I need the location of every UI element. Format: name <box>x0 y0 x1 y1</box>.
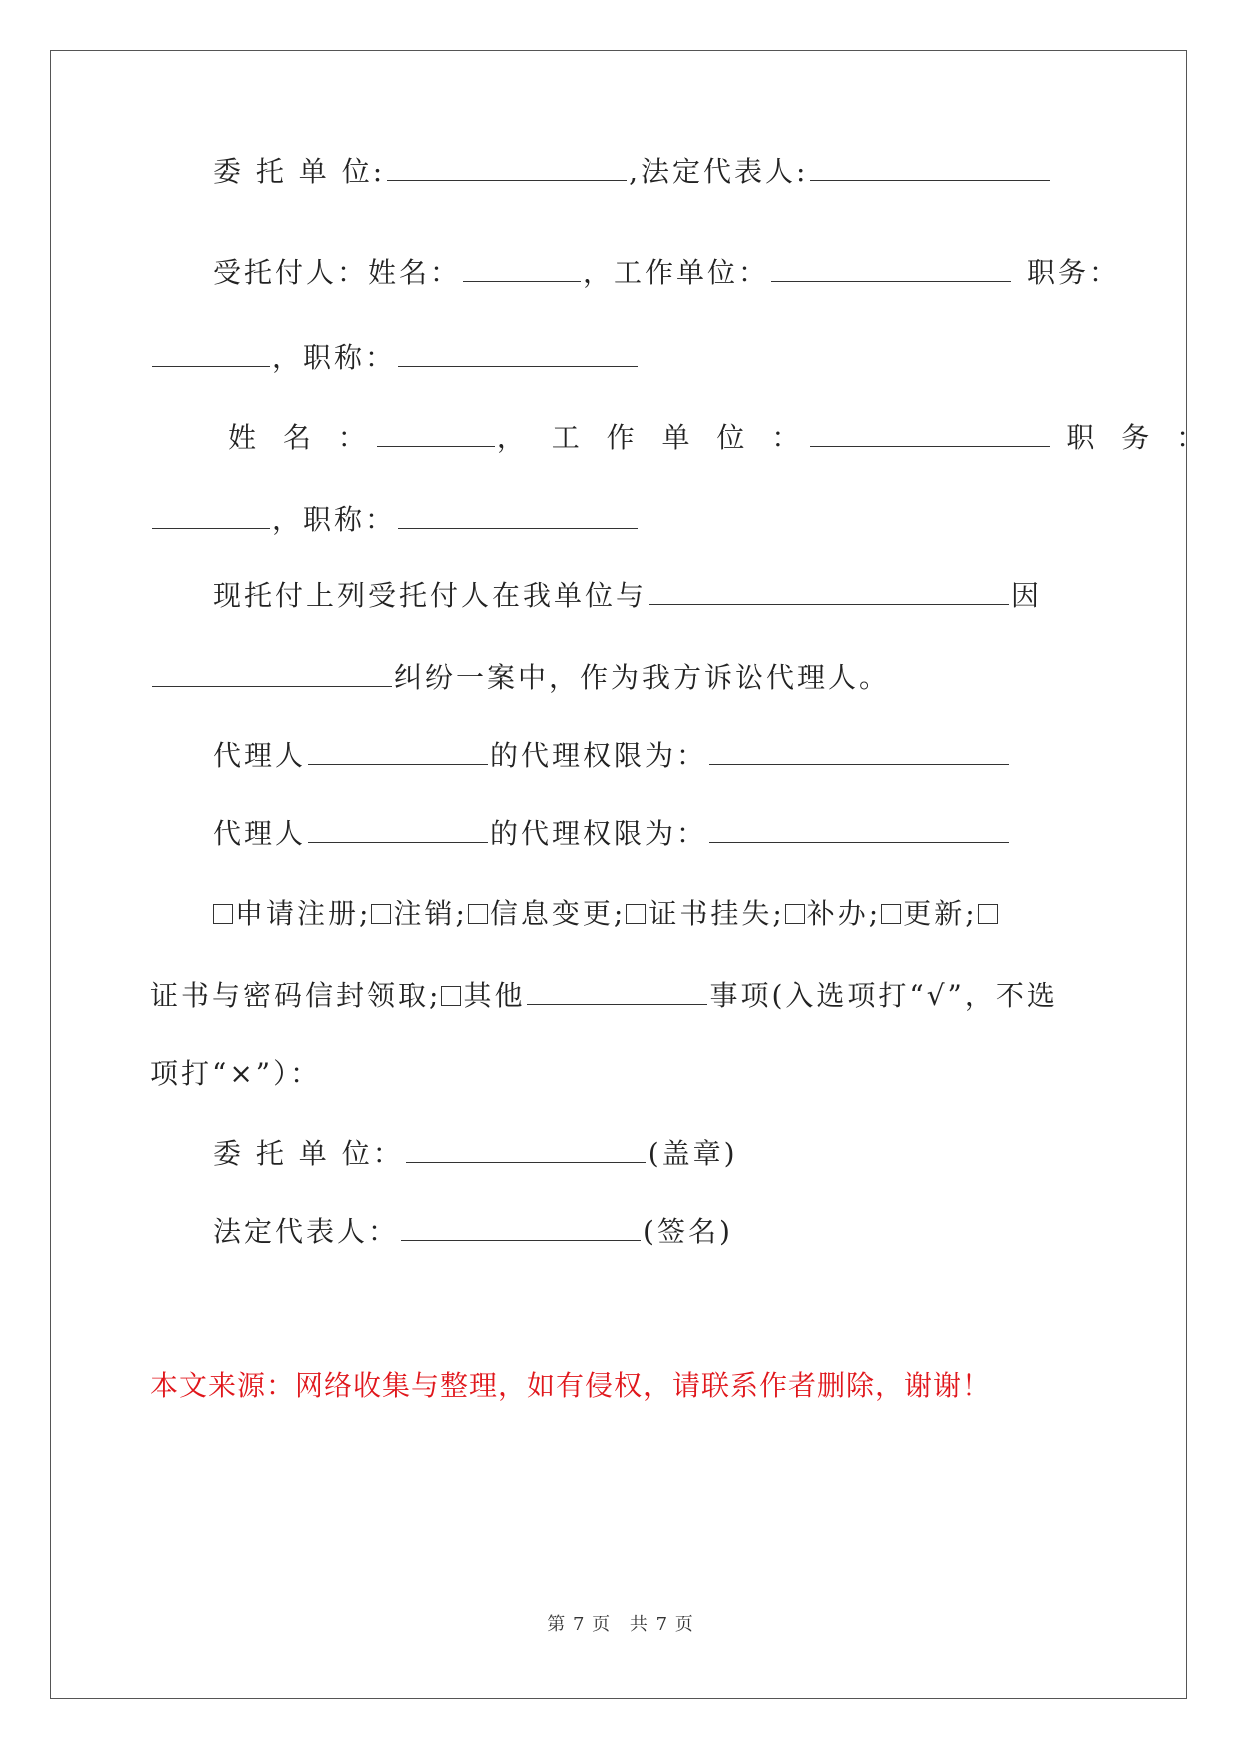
line-seal: 委 托 单 位： (盖章) <box>213 1137 738 1170</box>
checkbox-cert-envelope[interactable] <box>978 904 998 924</box>
blank-rank-1[interactable] <box>398 340 638 367</box>
line-options: 申请注册; 注销; 信息变更; 证书挂失; 补办; 更新; <box>213 894 1000 934</box>
checkbox-reissue[interactable] <box>785 904 805 924</box>
blank-counterparty[interactable] <box>649 578 1009 605</box>
source-note: 本文来源：网络收集与整理，如有侵权，请联系作者删除，谢谢！ <box>150 1369 992 1402</box>
blank-seal-unit[interactable] <box>406 1136 646 1163</box>
line-entrusting-unit: 委 托 单 位: ,法定代表人: <box>213 152 1052 192</box>
line-dispute: 纠纷一案中，作为我方诉讼代理人。 <box>150 658 890 698</box>
blank-agent-1[interactable] <box>308 738 488 765</box>
blank-workplace-2[interactable] <box>810 420 1050 447</box>
blank-name-2[interactable] <box>377 420 495 447</box>
line-trustee-2: 姓 名 ： ， 工 作 单 位 ： 职 务 ： <box>228 421 1214 454</box>
blank-agent-2[interactable] <box>308 816 488 843</box>
blank-authority-1[interactable] <box>709 738 1009 765</box>
checkbox-cert-loss[interactable] <box>626 904 646 924</box>
line-agent-2: 代理人 的代理权限为： <box>213 814 1011 854</box>
blank-other[interactable] <box>527 978 707 1005</box>
page-number: 第 7 页 <box>547 1614 612 1635</box>
page-footer <box>0 1610 1241 1636</box>
page-total: 共 7 页 <box>629 1614 694 1635</box>
checkbox-info-change[interactable] <box>468 904 488 924</box>
checkbox-cancel[interactable] <box>371 904 391 924</box>
blank-name-1[interactable] <box>463 255 581 282</box>
line-delegation: 现托付上列受托付人在我单位与 因 <box>213 579 1043 612</box>
blank-signature[interactable] <box>401 1214 641 1241</box>
blank-workplace-1[interactable] <box>771 255 1011 282</box>
checkbox-register[interactable] <box>213 904 233 924</box>
line-options-2: 证书与密码信封领取; 其他 事项(入选项打“√”，不选 <box>150 979 1058 1012</box>
checkbox-other[interactable] <box>441 986 461 1006</box>
blank-legal-rep[interactable] <box>810 154 1050 181</box>
line-signature: 法定代表人： (签名) <box>213 1215 733 1248</box>
blank-unit[interactable] <box>387 154 627 181</box>
line-agent-1: 代理人 的代理权限为： <box>213 736 1011 776</box>
line-options-note: 项打“×”）： <box>150 1057 322 1090</box>
blank-authority-2[interactable] <box>709 816 1009 843</box>
blank-position-2[interactable] <box>152 502 270 529</box>
blank-position-1[interactable] <box>152 340 270 367</box>
blank-rank-2[interactable] <box>398 502 638 529</box>
line-title-2: ，职称： <box>150 500 640 540</box>
page-border <box>50 50 1187 1699</box>
blank-dispute[interactable] <box>152 660 392 687</box>
line-title-1: ，职称： <box>150 338 640 378</box>
line-trustee-1: 受托付人：姓名： ，工作单位： 职务： <box>213 256 1121 289</box>
checkbox-renew[interactable] <box>881 904 901 924</box>
